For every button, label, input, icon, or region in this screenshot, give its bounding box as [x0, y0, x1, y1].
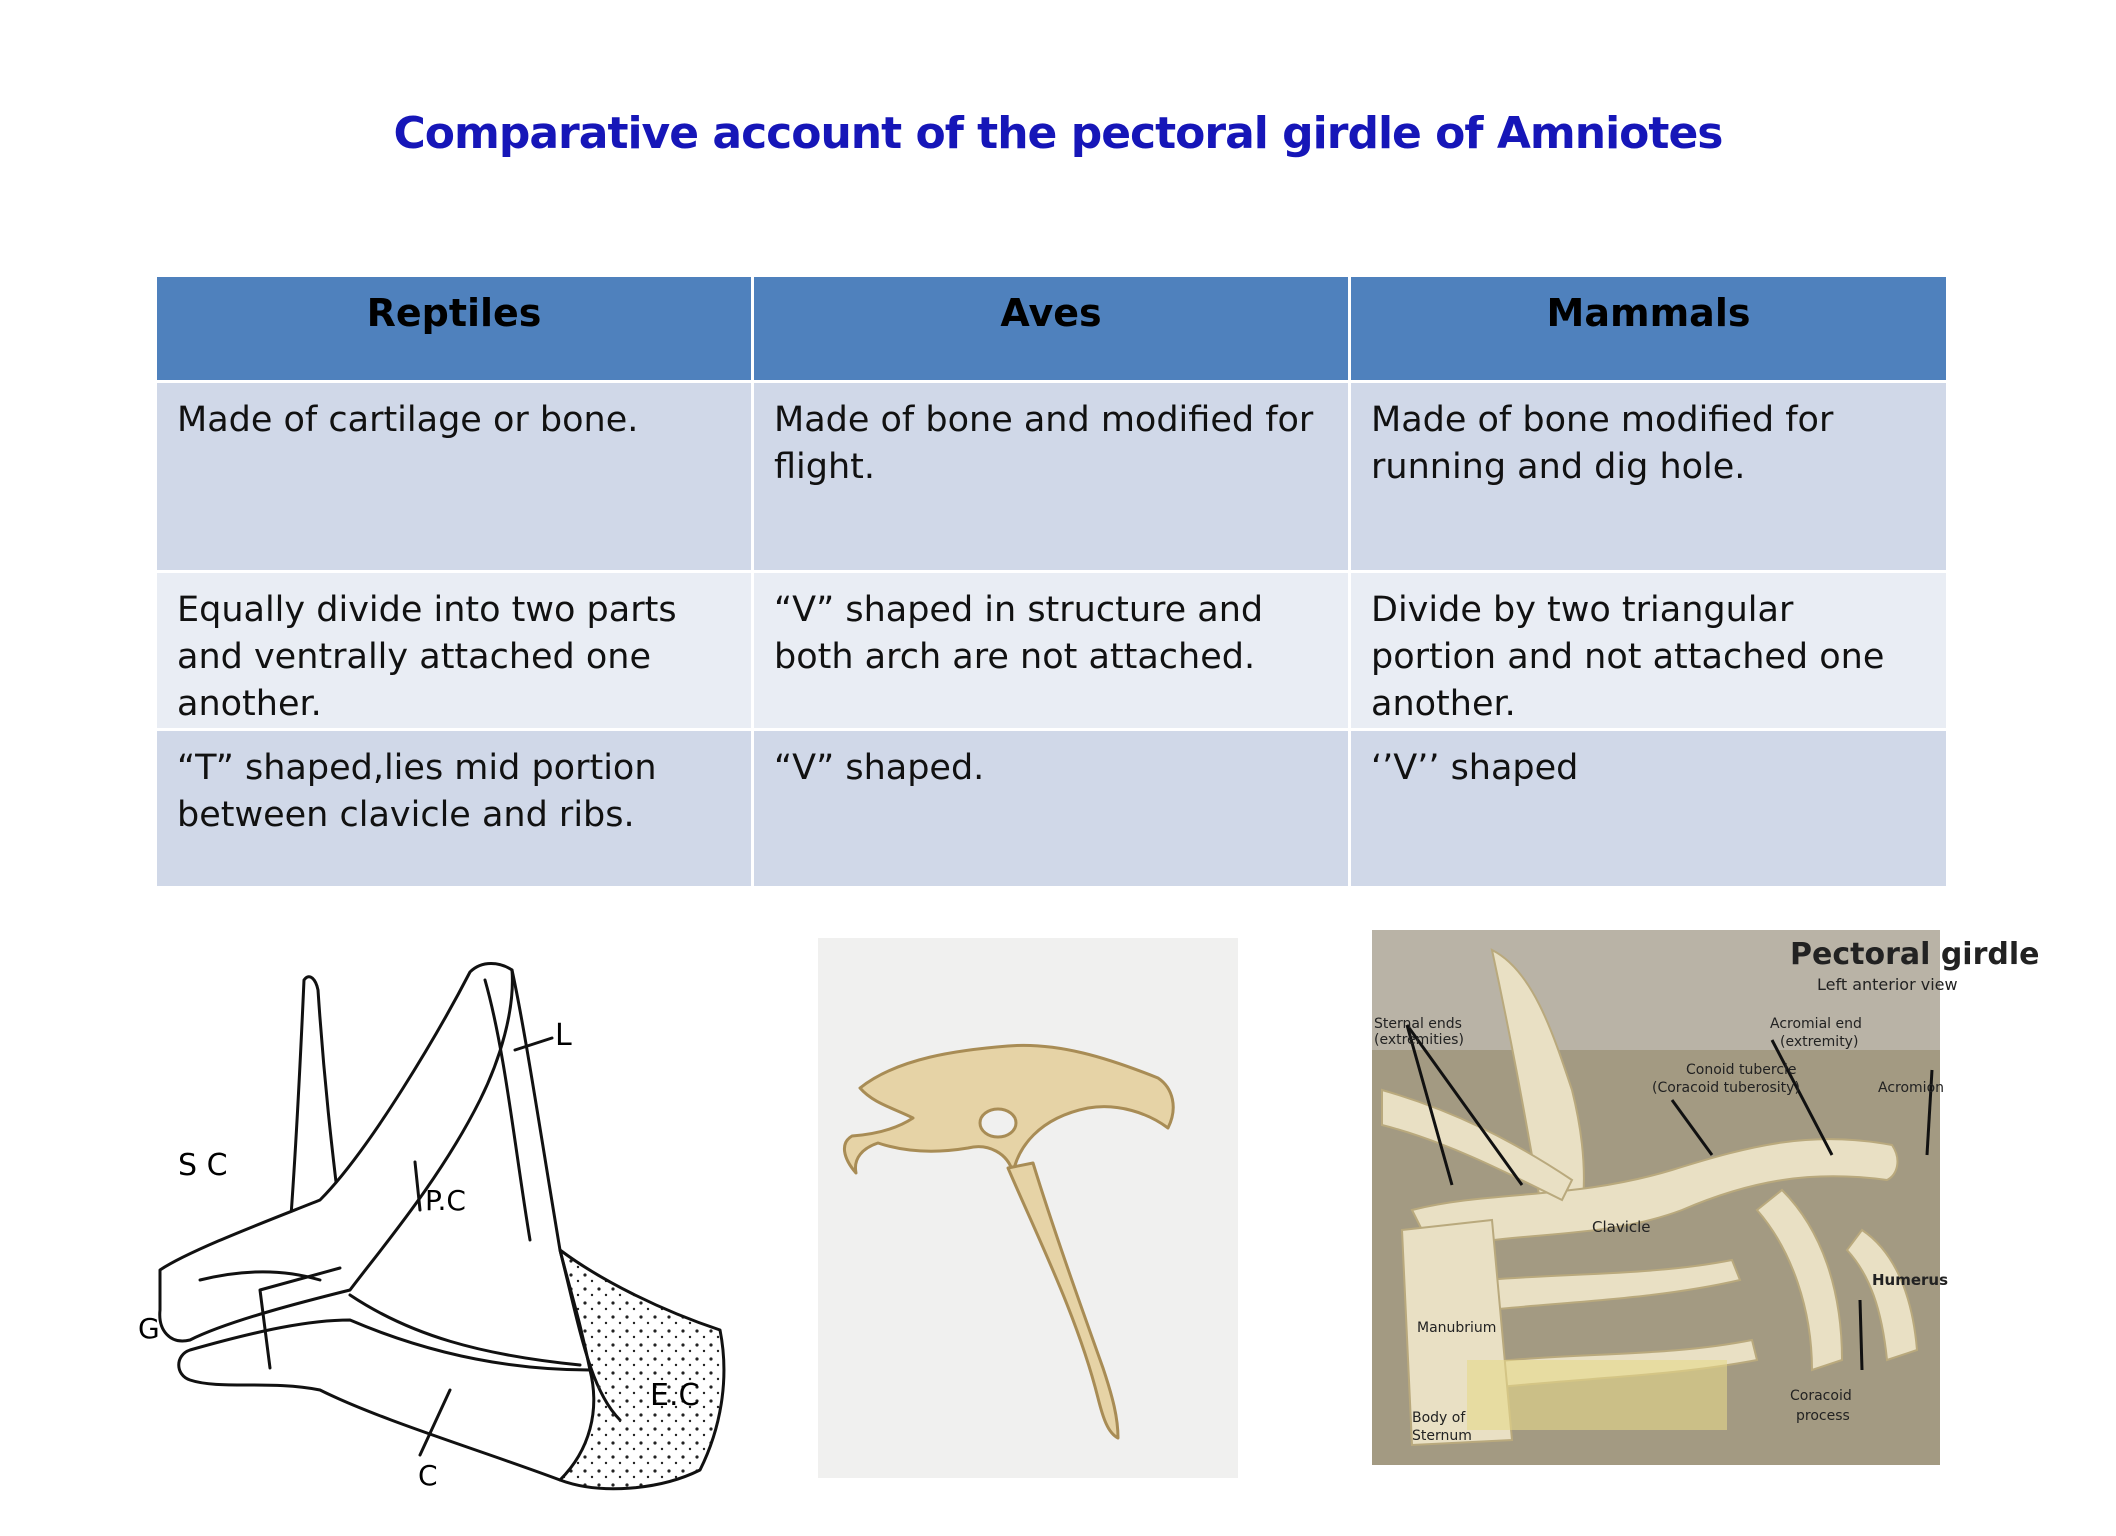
- cell-reptiles: Made of cartilage or bone.: [156, 382, 753, 572]
- label-humerus: Humerus: [1872, 1271, 1949, 1289]
- label-acromion: Acromion: [1878, 1080, 1945, 1096]
- label-g: G: [138, 1312, 160, 1345]
- label-sternum: Sternum: [1412, 1428, 1472, 1444]
- label-acromial-end-sub: (extremity): [1780, 1034, 1859, 1050]
- label-l: L: [555, 1018, 572, 1053]
- cell-mammals: Made of bone modified for running and dig hole.: [1350, 382, 1948, 572]
- cell-aves: “V” shaped.: [753, 730, 1350, 888]
- comparison-table: [154, 274, 1949, 889]
- label-clavicle: Clavicle: [1592, 1218, 1651, 1236]
- cell-aves: “V” shaped in structure and both arch are not attached.: [753, 572, 1350, 730]
- mammal-girdle-photo: [1372, 930, 2040, 1465]
- label-pc: P.C: [425, 1184, 466, 1217]
- label-sternal-ends-sub: (extremities): [1374, 1032, 1464, 1048]
- label-c: C: [418, 1459, 438, 1492]
- label-sternal-ends: Sternal ends: [1374, 1016, 1462, 1032]
- header-reptiles: Reptiles: [156, 276, 753, 382]
- header-aves: Aves: [753, 276, 1350, 382]
- table-row: [156, 730, 1948, 888]
- label-manubrium: Manubrium: [1417, 1320, 1497, 1336]
- label-process: process: [1796, 1408, 1850, 1424]
- cell-aves: Made of bone and modified for flight.: [753, 382, 1350, 572]
- cell-mammals: ‘’V’’ shaped: [1350, 730, 1948, 888]
- label-ec: E.C: [650, 1378, 700, 1413]
- label-conoid-tubercle: Conoid tubercle: [1686, 1062, 1797, 1078]
- cell-reptiles: “T” shaped,lies mid portion between clavicle and ribs.: [156, 730, 753, 888]
- label-acromial-end: Acromial end: [1770, 1016, 1862, 1032]
- mammal-fig-subtitle: Left anterior view: [1817, 975, 1958, 994]
- slide-title: Comparative account of the pectoral girdle of Amniotes: [393, 108, 1723, 159]
- cell-reptiles: Equally divide into two parts and ventrally attached one another.: [156, 572, 753, 730]
- header-mammals: Mammals: [1350, 276, 1948, 382]
- mammal-fig-title: Pectoral girdle: [1790, 937, 2040, 972]
- reptile-girdle-drawing: [120, 950, 760, 1495]
- table-row: [156, 382, 1948, 572]
- bird-girdle-image: [818, 938, 1238, 1478]
- cell-mammals: Divide by two triangular portion and not attached one another.: [1350, 572, 1948, 730]
- label-conoid-tubercle-sub: (Coracoid tuberosity): [1652, 1080, 1800, 1096]
- label-coracoid: Coracoid: [1790, 1388, 1852, 1404]
- table-header-row: [156, 276, 1948, 382]
- table-row: [156, 572, 1948, 730]
- label-body-of: Body of: [1412, 1410, 1466, 1426]
- label-sc: S C: [178, 1148, 228, 1183]
